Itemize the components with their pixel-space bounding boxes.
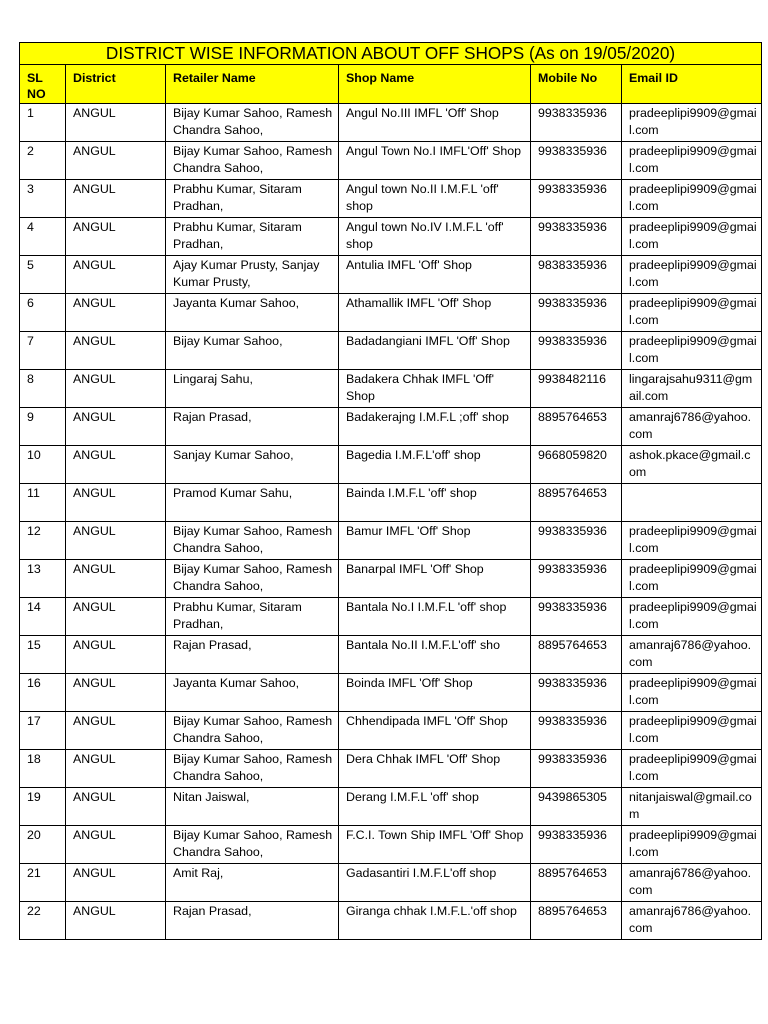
district-cell: ANGUL: [66, 902, 166, 940]
column-header-email-id: Email ID: [622, 65, 762, 104]
shop-name-cell: Badadangiani IMFL 'Off' Shop: [339, 332, 531, 370]
table-row: [20, 826, 762, 864]
offshop-document: [19, 42, 761, 940]
retailer-name-cell: Lingaraj Sahu,: [166, 370, 339, 408]
sl-no-cell: 11: [20, 484, 66, 522]
retailer-name-cell: Sanjay Kumar Sahoo,: [166, 446, 339, 484]
table-row: [20, 598, 762, 636]
sl-no-cell: 6: [20, 294, 66, 332]
retailer-name-cell: Bijay Kumar Sahoo, Ramesh Chandra Sahoo,: [166, 826, 339, 864]
district-cell: ANGUL: [66, 256, 166, 294]
email-id-cell: amanraj6786@yahoo.com: [622, 636, 762, 674]
sl-no-cell: 13: [20, 560, 66, 598]
mobile-no-cell: 8895764653: [531, 408, 622, 446]
mobile-no-cell: 9938335936: [531, 104, 622, 142]
retailer-name-cell: Rajan Prasad,: [166, 408, 339, 446]
shop-name-cell: Derang I.M.F.L 'off' shop: [339, 788, 531, 826]
mobile-no-cell: 9938335936: [531, 826, 622, 864]
shop-name-cell: Bantala No.I I.M.F.L 'off' shop: [339, 598, 531, 636]
district-cell: ANGUL: [66, 712, 166, 750]
district-cell: ANGUL: [66, 674, 166, 712]
retailer-name-cell: Jayanta Kumar Sahoo,: [166, 674, 339, 712]
mobile-no-cell: 9938335936: [531, 560, 622, 598]
sl-no-cell: 21: [20, 864, 66, 902]
district-cell: ANGUL: [66, 522, 166, 560]
sl-no-cell: 1: [20, 104, 66, 142]
table-row: [20, 484, 762, 522]
table-row: [20, 750, 762, 788]
email-id-cell: pradeeplipi9909@gmail.com: [622, 712, 762, 750]
district-cell: ANGUL: [66, 750, 166, 788]
mobile-no-cell: 9668059820: [531, 446, 622, 484]
mobile-no-cell: 9938335936: [531, 294, 622, 332]
mobile-no-cell: 9938335936: [531, 712, 622, 750]
table-row: [20, 180, 762, 218]
header-row: [20, 65, 762, 104]
email-id-cell: [622, 484, 762, 522]
retailer-name-cell: Amit Raj,: [166, 864, 339, 902]
mobile-no-cell: 8895764653: [531, 902, 622, 940]
sl-no-cell: 20: [20, 826, 66, 864]
sl-no-cell: 8: [20, 370, 66, 408]
email-id-cell: pradeeplipi9909@gmail.com: [622, 294, 762, 332]
district-cell: ANGUL: [66, 864, 166, 902]
sl-no-cell: 2: [20, 142, 66, 180]
sl-no-cell: 16: [20, 674, 66, 712]
shop-name-cell: Athamallik IMFL 'Off' Shop: [339, 294, 531, 332]
sl-no-cell: 22: [20, 902, 66, 940]
column-header-sl-no: SL NO: [20, 65, 66, 104]
retailer-name-cell: Bijay Kumar Sahoo, Ramesh Chandra Sahoo,: [166, 712, 339, 750]
title-row: [20, 43, 762, 65]
district-cell: ANGUL: [66, 826, 166, 864]
sl-no-cell: 10: [20, 446, 66, 484]
retailer-name-cell: Prabhu Kumar, Sitaram Pradhan,: [166, 218, 339, 256]
table-title: DISTRICT WISE INFORMATION ABOUT OFF SHOPS (As on 19/05/2020): [20, 43, 762, 65]
mobile-no-cell: 8895764653: [531, 864, 622, 902]
mobile-no-cell: 9938482116: [531, 370, 622, 408]
offshop-table: [19, 42, 762, 940]
column-header-mobile-no: Mobile No: [531, 65, 622, 104]
sl-no-cell: 5: [20, 256, 66, 294]
email-id-cell: pradeeplipi9909@gmail.com: [622, 256, 762, 294]
table-row: [20, 788, 762, 826]
mobile-no-cell: 9938335936: [531, 522, 622, 560]
mobile-no-cell: 9838335936: [531, 256, 622, 294]
district-cell: ANGUL: [66, 408, 166, 446]
email-id-cell: pradeeplipi9909@gmail.com: [622, 218, 762, 256]
sl-no-cell: 3: [20, 180, 66, 218]
table-row: [20, 446, 762, 484]
retailer-name-cell: Jayanta Kumar Sahoo,: [166, 294, 339, 332]
shop-name-cell: Angul Town No.I IMFL'Off' Shop: [339, 142, 531, 180]
table-row: [20, 294, 762, 332]
retailer-name-cell: Ajay Kumar Prusty, Sanjay Kumar Prusty,: [166, 256, 339, 294]
mobile-no-cell: 8895764653: [531, 484, 622, 522]
retailer-name-cell: Bijay Kumar Sahoo, Ramesh Chandra Sahoo,: [166, 560, 339, 598]
mobile-no-cell: 9938335936: [531, 598, 622, 636]
district-cell: ANGUL: [66, 332, 166, 370]
sl-no-cell: 18: [20, 750, 66, 788]
email-id-cell: pradeeplipi9909@gmail.com: [622, 560, 762, 598]
shop-name-cell: Bagedia I.M.F.L'off' shop: [339, 446, 531, 484]
column-header-retailer-name: Retailer Name: [166, 65, 339, 104]
table-row: [20, 142, 762, 180]
retailer-name-cell: Rajan Prasad,: [166, 636, 339, 674]
shop-name-cell: Bantala No.II I.M.F.L'off' sho: [339, 636, 531, 674]
table-row: [20, 522, 762, 560]
retailer-name-cell: Bijay Kumar Sahoo, Ramesh Chandra Sahoo,: [166, 750, 339, 788]
district-cell: ANGUL: [66, 446, 166, 484]
shop-name-cell: Giranga chhak I.M.F.L.'off shop: [339, 902, 531, 940]
shop-name-cell: Badakerajng I.M.F.L ;off' shop: [339, 408, 531, 446]
district-cell: ANGUL: [66, 104, 166, 142]
column-header-shop-name: Shop Name: [339, 65, 531, 104]
district-cell: ANGUL: [66, 294, 166, 332]
shop-name-cell: Gadasantiri I.M.F.L'off shop: [339, 864, 531, 902]
email-id-cell: pradeeplipi9909@gmail.com: [622, 104, 762, 142]
district-cell: ANGUL: [66, 370, 166, 408]
shop-name-cell: Bainda I.M.F.L 'off' shop: [339, 484, 531, 522]
email-id-cell: amanraj6786@yahoo.com: [622, 902, 762, 940]
sl-no-cell: 4: [20, 218, 66, 256]
table-row: [20, 408, 762, 446]
table-row: [20, 712, 762, 750]
table-row: [20, 560, 762, 598]
mobile-no-cell: 9439865305: [531, 788, 622, 826]
mobile-no-cell: 8895764653: [531, 636, 622, 674]
email-id-cell: lingarajsahu9311@gmail.com: [622, 370, 762, 408]
retailer-name-cell: Bijay Kumar Sahoo,: [166, 332, 339, 370]
retailer-name-cell: Rajan Prasad,: [166, 902, 339, 940]
sl-no-cell: 9: [20, 408, 66, 446]
sl-no-cell: 15: [20, 636, 66, 674]
shop-name-cell: Bamur IMFL 'Off' Shop: [339, 522, 531, 560]
email-id-cell: amanraj6786@yahoo.com: [622, 408, 762, 446]
district-cell: ANGUL: [66, 636, 166, 674]
table-row: [20, 636, 762, 674]
email-id-cell: nitanjaiswal@gmail.com: [622, 788, 762, 826]
table-row: [20, 864, 762, 902]
shop-name-cell: Angul town No.IV I.M.F.L 'off' shop: [339, 218, 531, 256]
retailer-name-cell: Nitan Jaiswal,: [166, 788, 339, 826]
retailer-name-cell: Bijay Kumar Sahoo, Ramesh Chandra Sahoo,: [166, 522, 339, 560]
retailer-name-cell: Bijay Kumar Sahoo, Ramesh Chandra Sahoo,: [166, 142, 339, 180]
table-row: [20, 256, 762, 294]
mobile-no-cell: 9938335936: [531, 332, 622, 370]
table-row: [20, 218, 762, 256]
sl-no-cell: 7: [20, 332, 66, 370]
retailer-name-cell: Prabhu Kumar, Sitaram Pradhan,: [166, 598, 339, 636]
table-row: [20, 104, 762, 142]
email-id-cell: ashok.pkace@gmail.com: [622, 446, 762, 484]
sl-no-cell: 14: [20, 598, 66, 636]
shop-name-cell: Boinda IMFL 'Off' Shop: [339, 674, 531, 712]
sl-no-cell: 12: [20, 522, 66, 560]
retailer-name-cell: Bijay Kumar Sahoo, Ramesh Chandra Sahoo,: [166, 104, 339, 142]
email-id-cell: pradeeplipi9909@gmail.com: [622, 142, 762, 180]
email-id-cell: pradeeplipi9909@gmail.com: [622, 522, 762, 560]
sl-no-cell: 19: [20, 788, 66, 826]
shop-name-cell: Angul No.III IMFL 'Off' Shop: [339, 104, 531, 142]
shop-name-cell: Dera Chhak IMFL 'Off' Shop: [339, 750, 531, 788]
district-cell: ANGUL: [66, 218, 166, 256]
email-id-cell: pradeeplipi9909@gmail.com: [622, 598, 762, 636]
district-cell: ANGUL: [66, 142, 166, 180]
district-cell: ANGUL: [66, 598, 166, 636]
email-id-cell: pradeeplipi9909@gmail.com: [622, 180, 762, 218]
email-id-cell: pradeeplipi9909@gmail.com: [622, 750, 762, 788]
column-header-district: District: [66, 65, 166, 104]
mobile-no-cell: 9938335936: [531, 750, 622, 788]
email-id-cell: amanraj6786@yahoo.com: [622, 864, 762, 902]
retailer-name-cell: Prabhu Kumar, Sitaram Pradhan,: [166, 180, 339, 218]
district-cell: ANGUL: [66, 788, 166, 826]
shop-name-cell: Angul town No.II I.M.F.L 'off' shop: [339, 180, 531, 218]
district-cell: ANGUL: [66, 484, 166, 522]
mobile-no-cell: 9938335936: [531, 218, 622, 256]
shop-name-cell: Banarpal IMFL 'Off' Shop: [339, 560, 531, 598]
shop-name-cell: Chhendipada IMFL 'Off' Shop: [339, 712, 531, 750]
email-id-cell: pradeeplipi9909@gmail.com: [622, 826, 762, 864]
table-body: [20, 104, 762, 940]
mobile-no-cell: 9938335936: [531, 180, 622, 218]
table-row: [20, 674, 762, 712]
mobile-no-cell: 9938335936: [531, 674, 622, 712]
table-row: [20, 902, 762, 940]
table-row: [20, 332, 762, 370]
district-cell: ANGUL: [66, 180, 166, 218]
sl-no-cell: 17: [20, 712, 66, 750]
mobile-no-cell: 9938335936: [531, 142, 622, 180]
email-id-cell: pradeeplipi9909@gmail.com: [622, 332, 762, 370]
shop-name-cell: Badakera Chhak IMFL 'Off' Shop: [339, 370, 531, 408]
email-id-cell: pradeeplipi9909@gmail.com: [622, 674, 762, 712]
table-row: [20, 370, 762, 408]
shop-name-cell: F.C.I. Town Ship IMFL 'Off' Shop: [339, 826, 531, 864]
retailer-name-cell: Pramod Kumar Sahu,: [166, 484, 339, 522]
shop-name-cell: Antulia IMFL 'Off' Shop: [339, 256, 531, 294]
district-cell: ANGUL: [66, 560, 166, 598]
